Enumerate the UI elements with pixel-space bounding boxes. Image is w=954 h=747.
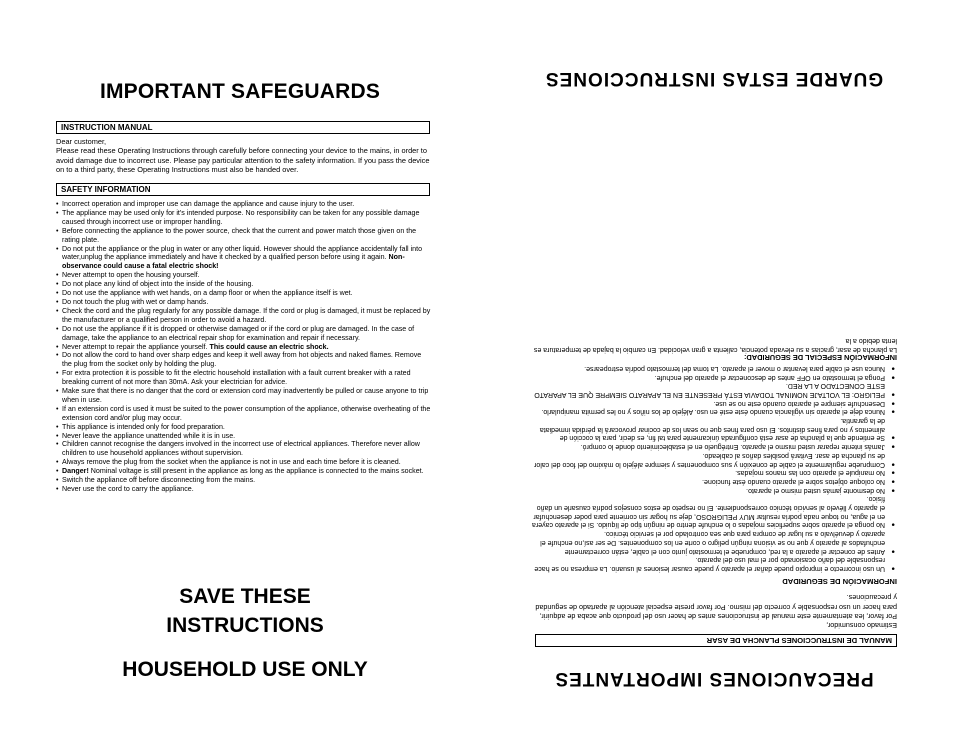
page-title: IMPORTANT SAFEGUARDS <box>99 80 381 103</box>
list-item: • Check the cord and the plug regularly for any possible damage. If the cord or plug is damaged, it must be replaced by the manufacturer or a qualified person in order to avoid a hazard. <box>56 307 432 325</box>
list-item: • Always remove the plug from the socket when the appliance is not in use and each time before it is cleaned. <box>56 458 432 467</box>
spanish-panel <box>477 0 954 747</box>
list-item: • For extra protection it is possible to fit the electric household installation with a fault current breaker with a rated breaking current of not more than 30mA. Ask your electrician for advice. <box>56 369 432 387</box>
spanish-manual-header <box>535 634 897 647</box>
safety-list-block <box>56 200 432 494</box>
list-item: • Never leave the appliance unattended while it is in use. <box>56 432 432 441</box>
spanish-intro-text: Por favor, lea atentamente este manual de instrucciones antes de hacer uso del producto que acaba de adquirir, para hacer un uso responsable y correcto del mismo. Por favor preste especial atención al apartado de seguridad y precauciones. <box>535 593 897 621</box>
save-line-1: SAVE THESE <box>179 585 311 608</box>
list-item: ● Nunca use el cable para levantar o mover el aparato. La toma del termostato podría estropearse. <box>532 363 897 372</box>
household-use-title: HOUSEHOLD USE ONLY <box>122 658 368 681</box>
intro-text: Please read these Operating Instructions through carefully before connecting your device to the mains, in order to avoid damage due to incorrect use. Please pay particular attention to the safety information. If you pass the device on to a third party, these Operating Instructions must also be handed over. <box>56 146 430 175</box>
list-item: • If an extension cord is used it must be suited to the power consumption of the appliance, otherwise overheating of the extension cord and/or plug may occur. <box>56 405 432 423</box>
greeting: Dear customer, <box>56 137 107 146</box>
list-item: ● Desenchufe siempre el aparato cuando este no se use. <box>532 398 897 407</box>
list-item: ● PELIGRO: EL VOLTAJE NOMINAL TODAVIA ESTÁ PRESENTE EN EL APARATO SIEMPRE QUE EL APARATO ESTE CONECTADO A LA RED. <box>532 381 897 398</box>
emphasis-text: Non-observance could cause a fatal electric shock! <box>62 253 405 271</box>
list-item: ● Antes de conectar el aparato a la red, compruebe el termostato junto con el cable, están correctamente enchufados al aparato y que no se visiona ningún peligro o corte en los componentes. De ser así,no enchufe el aparato y devuélvalo a su lugar de compra para que sea controlado por el servicio técnico. <box>532 528 897 554</box>
list-item: • Children cannot recognise the dangers involved in the incorrect use of electrical appliances. Therefore never allow children to use household appliances without supervision. <box>56 440 432 458</box>
instruction-manual-header <box>56 121 430 134</box>
list-item: ● Jamás intente reparar usted mismo el aparato. Entréguelo en el establecimiento donde lo compró. <box>532 441 897 450</box>
list-item: • Danger! Nominal voltage is still present in the appliance as long as the appliance is connected to the mains socket. <box>56 467 432 476</box>
intro-block <box>56 137 432 175</box>
list-item: • Do not touch the plug with wet or damp hands. <box>56 298 432 307</box>
list-item: ● Ponga el termostato en OFF antes de desconectar el aparato del enchufe. <box>532 372 897 381</box>
list-item: ● No desmonte jamás usted mismo el aparato. <box>532 485 897 494</box>
save-instructions-title <box>60 582 430 640</box>
safety-header-label: SAFETY INFORMATION <box>61 185 151 194</box>
list-item: • Do not put the appliance or the plug in water or any other liquid. However should the appliance accidentally fall into water,unplug the appliance immediately and have it checked by a qualified person before using it again. Non-observance could cause a fatal electric shock! <box>56 245 432 272</box>
list-item: • Before connecting the appliance to the power source, check that the current and power match those given on the rating plate. <box>56 227 432 245</box>
list-item: • Do not allow the cord to hand over sharp edges and keep it well away from hot objects and naked flames. Remove the plug from the socket only by holding the plug. <box>56 351 432 369</box>
list-item: • Incorrect operation and improper use can damage the appliance and cause injury to the user. <box>56 200 432 209</box>
safety-information-header <box>56 183 430 196</box>
list-item: • Never attempt to repair the appliance yourself. This could cause an electric shock. <box>56 343 432 352</box>
spanish-title: PRECAUCIONES IMPORTANTES <box>554 668 874 689</box>
manual-header-label: INSTRUCTION MANUAL <box>61 123 153 132</box>
list-item: ● Nunca deje el aparato sin vigilancia cuando éste esté en uso. Aléjelo de los niños y no les permita manipularlo. <box>532 407 897 416</box>
list-item: • Do not place any kind of object into the inside of the housing. <box>56 280 432 289</box>
spanish-intro-block <box>532 593 897 630</box>
list-item: ● No coloque objetos sobre el aparato cuando éste funcione. <box>532 476 897 485</box>
spanish-safety-header: INFORMACIÓN DE SEGURIDAD <box>782 577 897 586</box>
spanish-special-text: La plancha de asar, gracias a su elevada potencia, calienta a gran velocidad. En cambio la bajada de temperatura es lenta debido a la <box>533 337 897 353</box>
emphasis-text: This could cause an electric shock. <box>209 342 329 351</box>
list-item: • Switch the appliance off before disconnecting from the mains. <box>56 476 432 485</box>
save-line-2: INSTRUCTIONS <box>166 614 324 637</box>
list-item: ● Un uso incorrecto e impropio puede dañar el aparato y puede causar lesiones al usuario. La empresa no se hace responsable del daño ocasionado por el mal uso del aparato. <box>532 555 897 572</box>
list-item: • The appliance may be used only for it's intended purpose. No responsibility can be taken for any possible damage caused through incorrect use or improper handling. <box>56 209 432 227</box>
spanish-special-header: INFORMACIÓN ESPECIAL DE SEGURIDAD: <box>743 353 897 363</box>
spanish-safety-list-block <box>532 335 897 572</box>
list-item: ● No manipule el aparato con las manos mojadas. <box>532 468 897 477</box>
emphasis-text: Danger! <box>62 467 89 476</box>
safety-list <box>56 200 432 494</box>
spanish-manual-header-label: MANUAL DE INSTRUCCIONES PLANCHA DE ASAR <box>706 636 892 645</box>
list-item: • Make sure that there is no danger that the cord or extension cord may inadvertently be pulled or cause anyone to trip when in use. <box>56 387 432 405</box>
list-item: ● Se entiende que la plancha de asar está configurada únicamente para tal fin, es decir, para la cocción de alimentos y no para fines distintos. El uso para fines que no sean los de cocinar provocará la pérdida inmediata de la garantía. <box>532 415 897 441</box>
list-item: • This appliance is intended only for food preparation. <box>56 423 432 432</box>
spanish-save-title: GUARDE ESTAS INSTRUCCIONES <box>544 68 884 89</box>
list-item: • Never attempt to open the housing yourself. <box>56 271 432 280</box>
list-item: ● Compruebe regularmente el cable de conexión y sus componentes y siempre aléjelo lo máximo del foco del calor de su plancha de asar. Evitará posibles daños al cableado. <box>532 450 897 467</box>
list-item: ● No ponga el aparato sobre superficies mojadas o lo enchufe dentro de ningún tipo de líquido. Si el aparato cayera en el agua, no toque nada podría resultar MUY PELIGROSO, deje su hogar sin corriente para poder desenchufar el aparato y llévelo al servicio técnico correspondiente. El no respeto de estos consejos podría causarle un daño físico. <box>532 494 897 529</box>
spanish-safety-list <box>532 363 897 572</box>
list-item: • Do not use the appliance with wet hands, on a damp floor or when the appliance itself is wet. <box>56 289 432 298</box>
list-item: • Do not use the appliance if it is dropped or otherwise damaged or if the cord or plug are damaged. In the case of damage, take the appliance to an electrical repair shop for examination and repair if necessary. <box>56 325 432 343</box>
list-item: • Never use the cord to carry the appliance. <box>56 485 432 494</box>
spanish-greeting: Estimado consumidor, <box>826 621 897 630</box>
